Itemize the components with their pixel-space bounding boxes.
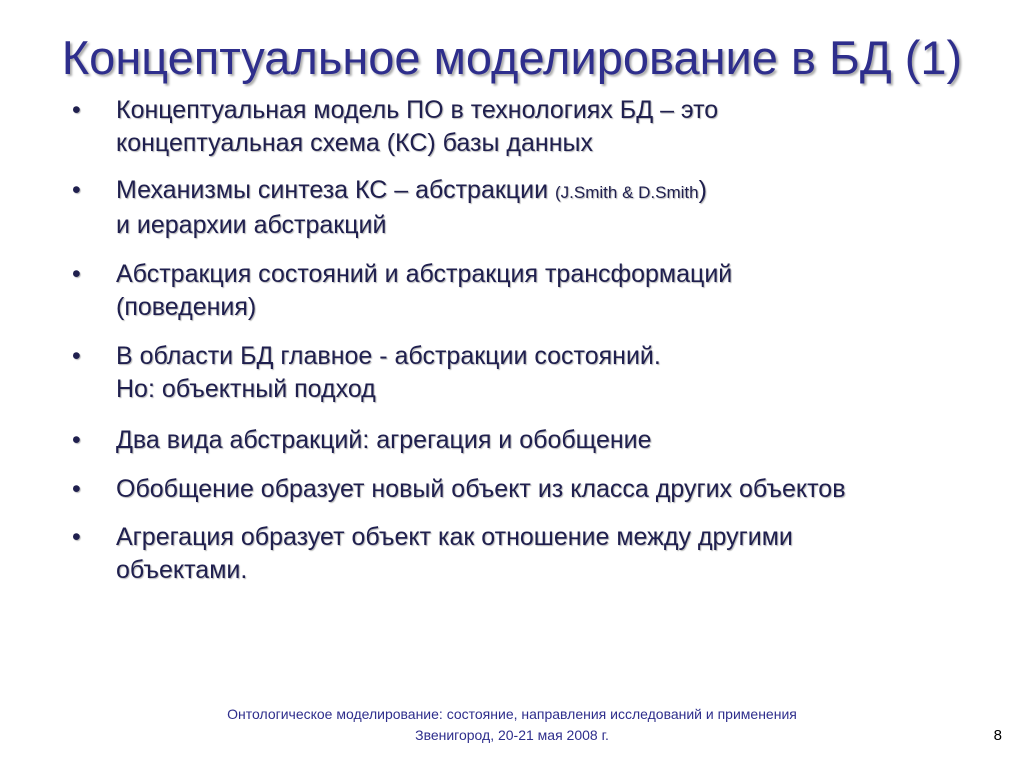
slide-title: Концептуальное моделирование в БД (1) [61,31,963,84]
bullet-text-main: Механизмы синтеза КС – абстракции [116,176,555,204]
citation-paren-close: ) [698,176,707,204]
bullet-text-line: (поведения) [116,293,257,321]
bullet-marker: • [72,176,81,204]
bullet-text-line: объектами. [116,556,248,584]
bullet-text-line: Абстракция состояний и абстракция трансформаций [116,260,733,288]
bullet-item [70,424,970,457]
bullet-text-line: и иерархии абстракций [116,211,387,239]
bullet-marker: • [72,523,81,551]
bullet-text-line: Концептуальная модель ПО в технологиях БД – это [116,96,719,124]
citation-paren-open: ( [555,183,561,202]
bullet-list [70,94,970,587]
bullet-marker: • [72,96,81,124]
slide-footer [112,704,912,746]
footer-line: Онтологическое моделирование: состояние, направления исследований и применения [227,706,797,722]
bullet-text-line: Два вида абстракций: агрегация и обобщение [116,426,652,454]
footer-line: Звенигород, 20-21 мая 2008 г. [415,727,609,743]
bullet-marker: • [72,426,81,454]
bullet-marker: • [72,475,81,503]
bullet-item [70,340,970,406]
bullet-text-line [116,174,970,209]
bullet-marker: • [72,342,81,370]
bullet-item [70,94,970,160]
bullet-item [70,258,970,324]
bullet-marker: • [72,260,81,288]
citation-text: J.Smith & D.Smith [560,183,699,202]
slide-number: 8 [993,727,1002,744]
bullet-text-line: Но: объектный подход [116,375,376,403]
bullet-text-line: В области БД главное - абстракции состояний. [116,342,661,370]
bullet-text-line: Агрегация образует объект как отношение между другими [116,523,793,551]
bullet-item [70,473,970,506]
bullet-text-line: Обобщение образует новый объект из класса других объектов [116,475,846,503]
bullet-item [70,174,970,242]
bullet-item [70,521,970,587]
bullet-text-line: концептуальная схема (КС) базы данных [116,129,593,157]
